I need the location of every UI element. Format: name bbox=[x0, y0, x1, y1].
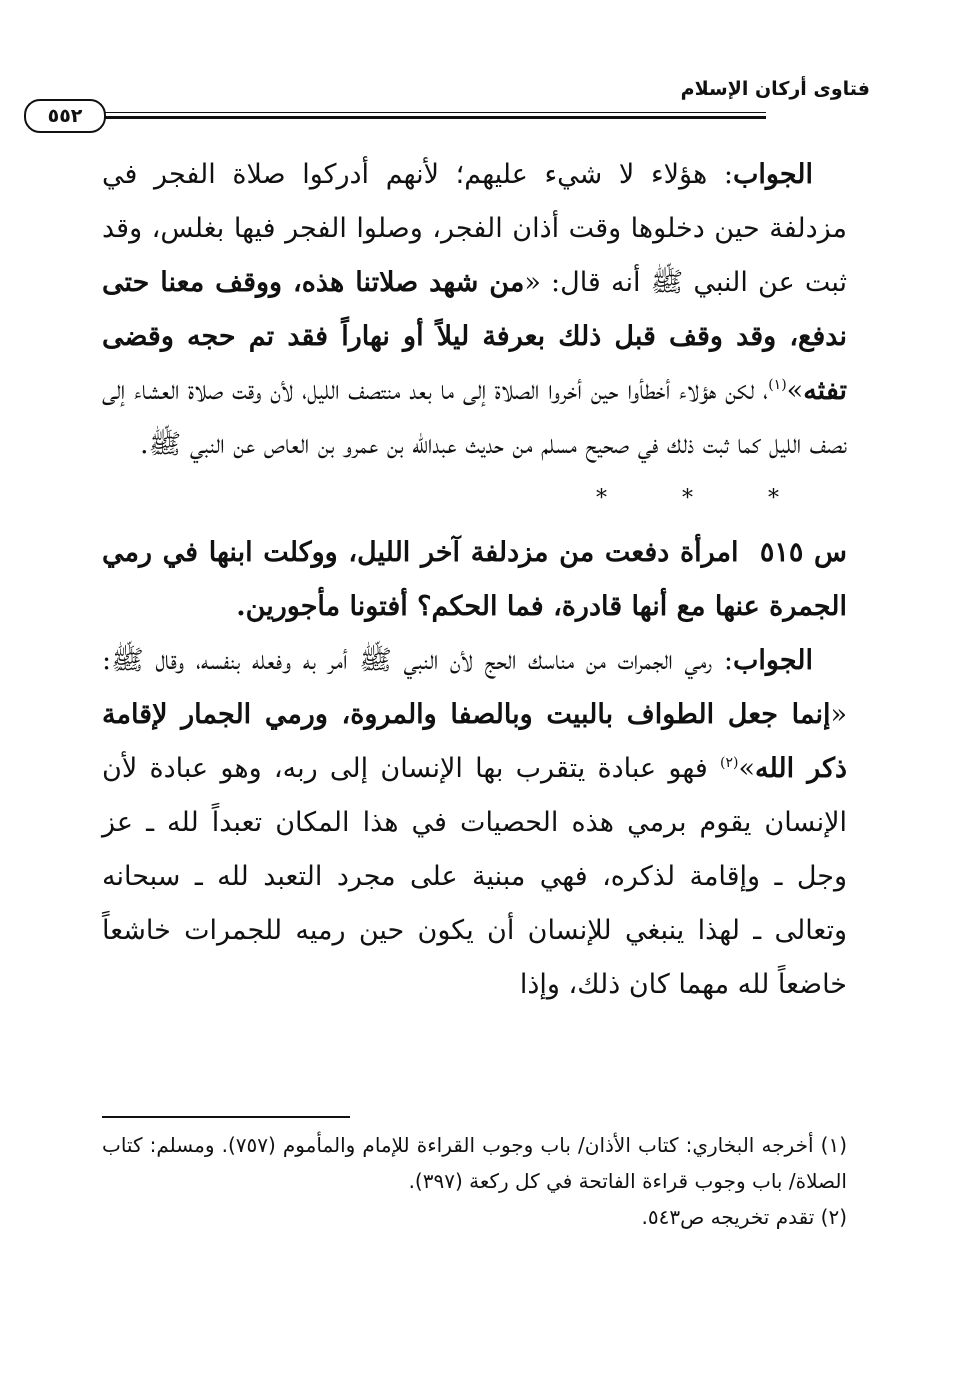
main-text bbox=[102, 148, 847, 1012]
running-header-title: فتاوى أركان الإسلام bbox=[680, 78, 870, 100]
answer-label: الجواب bbox=[732, 159, 813, 190]
footnote-ref-1[interactable]: (١) bbox=[768, 377, 787, 393]
question-marker: س bbox=[814, 537, 847, 568]
question-number: ٥١٥ bbox=[759, 537, 804, 568]
question-paragraph bbox=[102, 526, 847, 634]
answer-text-2-cont: فهو عبادة يتقرب بها الإنسان إلى ربه، وهو عبادة لأن الإنسان يقوم برمي هذه الحصيات في هذا المكان تعبداً لله ـ عز وجل ـ وإقامة لذكره، فهي مبنية على مجرد التعبد لله ـ سبحانه وتعالى ـ لهذا ينبغي للإنسان أن يكون حين رميه للجمرات خاشعاً خاضعاً لله مهما كان ذلك، وإذا bbox=[102, 753, 847, 1000]
footnotes bbox=[102, 1127, 847, 1235]
answer-text: : هؤلاء لا شيء عليهم؛ لأنهم أدركوا صلاة الفجر في مزدلفة حين دخلوها وقت أذان الفجر، وصلوا الفجر فيها بغلس، وقد ثبت عن النبي ﷺ أنه قال: « bbox=[102, 159, 847, 298]
footnote-ref-2[interactable]: (٢) bbox=[720, 755, 739, 771]
footnote-divider bbox=[102, 1116, 350, 1118]
answer-paragraph-1 bbox=[102, 148, 847, 472]
hadith-quote: من شهد صلاتنا هذه، ووقف معنا حتى ندفع، وقد وقف قبل ذلك بعرفة ليلاً أو نهاراً فقد تم حجه وقضى تفثه bbox=[102, 267, 847, 406]
answer-paragraph-2 bbox=[102, 634, 847, 1012]
answer-text-cont: ، لكن هؤلاء أخطأوا حين أخروا الصلاة إلى ما بعد منتصف الليل، لأن وقت صلاة العشاء إلى نصف الليل كما ثبت ذلك في صحيح مسلم من حديث عبدالله بن عمرو بن العاص عن النبي ﷺ. bbox=[102, 375, 847, 460]
quote-close: » bbox=[786, 375, 804, 406]
answer-label-2: الجواب bbox=[732, 645, 813, 676]
footnote-1: (١) أخرجه البخاري: كتاب الأذان/ باب وجوب القراءة للإمام والمأموم (٧٥٧). ومسلم: كتاب الصلاة/ باب وجوب قراءة الفاتحة في كل ركعة (٣٩٧). bbox=[102, 1133, 847, 1193]
hadith-quote-2: إنما جعل الطواف بالبيت وبالصفا والمروة، ورمي الجمار لإقامة ذكر الله bbox=[102, 699, 847, 784]
answer-text-2: : رمي الجمرات من مناسك الحج لأن النبي ﷺ أمر به وفعله بنفسه، وقال ﷺ: « bbox=[102, 645, 847, 730]
header-rule-thick bbox=[104, 116, 766, 119]
page-number-badge: ٥٥٢ bbox=[24, 99, 106, 133]
header-rule bbox=[104, 112, 766, 113]
quote-close-2: » bbox=[738, 753, 755, 784]
section-separator: * * * bbox=[596, 486, 813, 511]
footnote-2: (٢) تقدم تخريجه ص٥٤٣. bbox=[641, 1205, 847, 1229]
question-text: امرأة دفعت من مزدلفة آخر الليل، ووكلت ابنها في رمي الجمرة عنها مع أنها قادرة، فما الحكم؟ أفتونا مأجورين. bbox=[102, 537, 847, 622]
